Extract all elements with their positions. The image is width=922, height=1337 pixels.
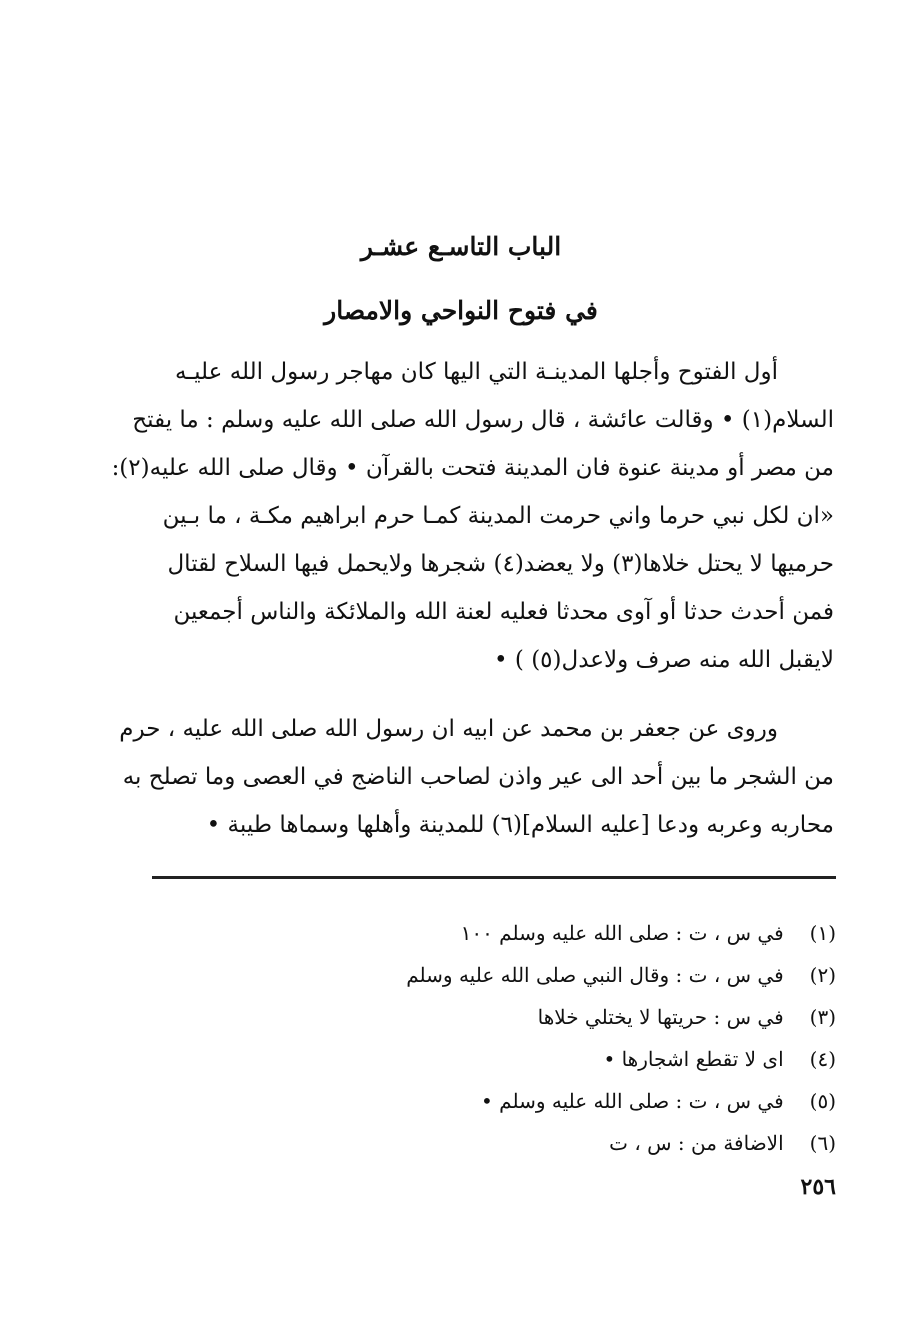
footnote-text: اى لا تقطع اشجارها •	[603, 1047, 784, 1071]
footnote-divider	[152, 876, 836, 879]
footnote-number: (٣)	[809, 1005, 836, 1029]
footnote-text: في س ، ت : صلى الله عليه وسلم ١٠٠	[460, 921, 784, 945]
text-line: وروى عن جعفر بن محمد عن ابيه ان رسول الله صلى الله عليه ، حرم	[119, 716, 778, 742]
text-line: من الشجر ما بين أحد الى عير واذن لصاحب الناضج في العصى وما تصلح به	[122, 764, 834, 790]
footnote-text: في س ، ت : صلى الله عليه وسلم •	[481, 1089, 784, 1113]
footnote-item	[276, 1038, 836, 1080]
paragraph-1	[111, 348, 834, 684]
text-line: لايقبل الله منه صرف ولاعدل(٥) ) •	[494, 647, 834, 673]
footnote-text: الاضافة من : س ، ت	[609, 1131, 784, 1155]
text-line: فمن أحدث حدثا أو آوى محدثا فعليه لعنة الله والملائكة والناس أجمعين	[173, 599, 834, 625]
text-line: السلام(١) • وقالت عائشة ، قال رسول الله صلى الله عليه وسلم : ما يفتح	[132, 407, 834, 433]
page-number: ٢٥٦	[800, 1174, 836, 1200]
section-title: في فتوح النواحي والامصار	[324, 296, 598, 325]
footnote-number: (٤)	[809, 1047, 836, 1071]
footnote-number: (٥)	[809, 1089, 836, 1113]
footnote-number: (٢)	[809, 963, 836, 987]
footnote-item	[276, 1122, 836, 1164]
text-line: من مصر أو مدينة عنوة فان المدينة فتحت بالقرآن • وقال صلى الله عليه(٢):	[111, 455, 834, 481]
footnote-number: (٦)	[809, 1131, 836, 1155]
footnotes	[276, 912, 836, 1164]
paragraph-2	[119, 705, 834, 849]
footnote-text: في س : حريتها لا يختلي خلاها	[537, 1005, 784, 1029]
footnote-item	[276, 996, 836, 1038]
text-line: «ان لكل نبي حرما واني حرمت المدينة كمـا حرم ابراهيم مكـة ، ما بـين	[162, 503, 834, 529]
footnote-item	[276, 954, 836, 996]
footnote-number: (١)	[809, 921, 836, 945]
footnote-text: في س ، ت : وقال النبي صلى الله عليه وسلم	[406, 963, 784, 987]
footnote-item	[276, 912, 836, 954]
footnote-item	[276, 1080, 836, 1122]
text-line: محاربه وعربه ودعا [عليه السلام](٦) للمدينة وأهلها وسماها طيبة •	[206, 812, 834, 838]
chapter-heading: الباب التاسـع عشـر	[360, 232, 562, 261]
text-line: أول الفتوح وأجلها المدينـة التي اليها كان مهاجر رسول الله عليـه	[175, 359, 778, 385]
text-line: حرميها لا يحتل خلاها(٣) ولا يعضد(٤) شجرها ولايحمل فيها السلاح لقتال	[167, 551, 834, 577]
